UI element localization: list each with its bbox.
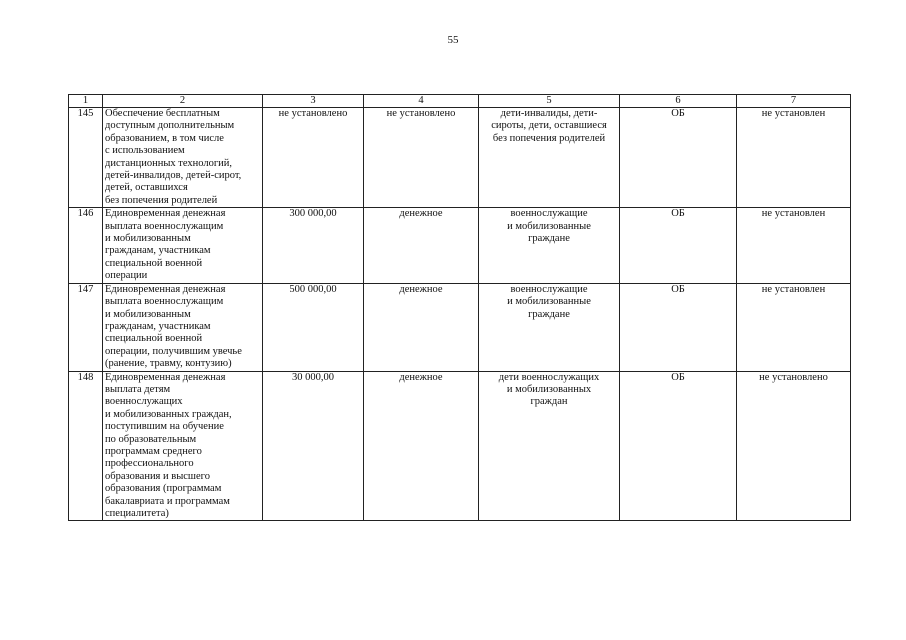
benefit-amount: 500 000,00 (263, 283, 364, 371)
row-number: 148 (69, 371, 103, 521)
benefit-source: ОБ (620, 283, 737, 371)
table-header-row (69, 95, 851, 108)
table-row (69, 108, 851, 208)
benefit-limit: не установлен (737, 208, 851, 283)
benefit-recipients: дети военнослужащих и мобилизованных граждан (479, 371, 620, 521)
benefit-recipients: военнослужащие и мобилизованные граждане (479, 283, 620, 371)
benefit-name: Обеспечение бесплатным доступным дополнительным образованием, в том числе с использованием дистанционных технологий, детей-инвалидов, детей-сирот, детей, оставшихся без попечения родителей (103, 108, 263, 208)
benefit-form: денежное (364, 208, 479, 283)
table-row (69, 208, 851, 283)
benefit-amount: не установлено (263, 108, 364, 208)
benefit-recipients: военнослужащие и мобилизованные граждане (479, 208, 620, 283)
benefit-form: денежное (364, 283, 479, 371)
column-header-6: 6 (620, 95, 737, 108)
benefit-form: не установлено (364, 108, 479, 208)
column-header-2: 2 (103, 95, 263, 108)
benefit-name: Единовременная денежная выплата военнослужащим и мобилизованным гражданам, участникам специальной военной операции, получившим увечье (ранение, травму, контузию) (103, 283, 263, 371)
benefit-form: денежное (364, 371, 479, 521)
benefit-amount: 30 000,00 (263, 371, 364, 521)
benefit-source: ОБ (620, 371, 737, 521)
column-header-1: 1 (69, 95, 103, 108)
row-number: 147 (69, 283, 103, 371)
benefits-table (68, 94, 851, 521)
benefit-limit: не установлен (737, 283, 851, 371)
row-number: 146 (69, 208, 103, 283)
benefit-limit: не установлен (737, 108, 851, 208)
benefit-amount: 300 000,00 (263, 208, 364, 283)
column-header-5: 5 (479, 95, 620, 108)
benefit-source: ОБ (620, 108, 737, 208)
benefit-name: Единовременная денежная выплата военнослужащим и мобилизованным гражданам, участникам специальной военной операции (103, 208, 263, 283)
table-row (69, 283, 851, 371)
column-header-3: 3 (263, 95, 364, 108)
column-header-4: 4 (364, 95, 479, 108)
benefit-limit: не установлено (737, 371, 851, 521)
table-row (69, 371, 851, 521)
benefit-source: ОБ (620, 208, 737, 283)
benefit-recipients: дети-инвалиды, дети- сироты, дети, оставшиеся без попечения родителей (479, 108, 620, 208)
page-number: 55 (447, 34, 459, 46)
row-number: 145 (69, 108, 103, 208)
benefit-name: Единовременная денежная выплата детям военнослужащих и мобилизованных граждан, поступившим на обучение по образовательным программам среднего профессионального образования и высшего образования (программам бакалавриата и программам специалитета) (103, 371, 263, 521)
column-header-7: 7 (737, 95, 851, 108)
